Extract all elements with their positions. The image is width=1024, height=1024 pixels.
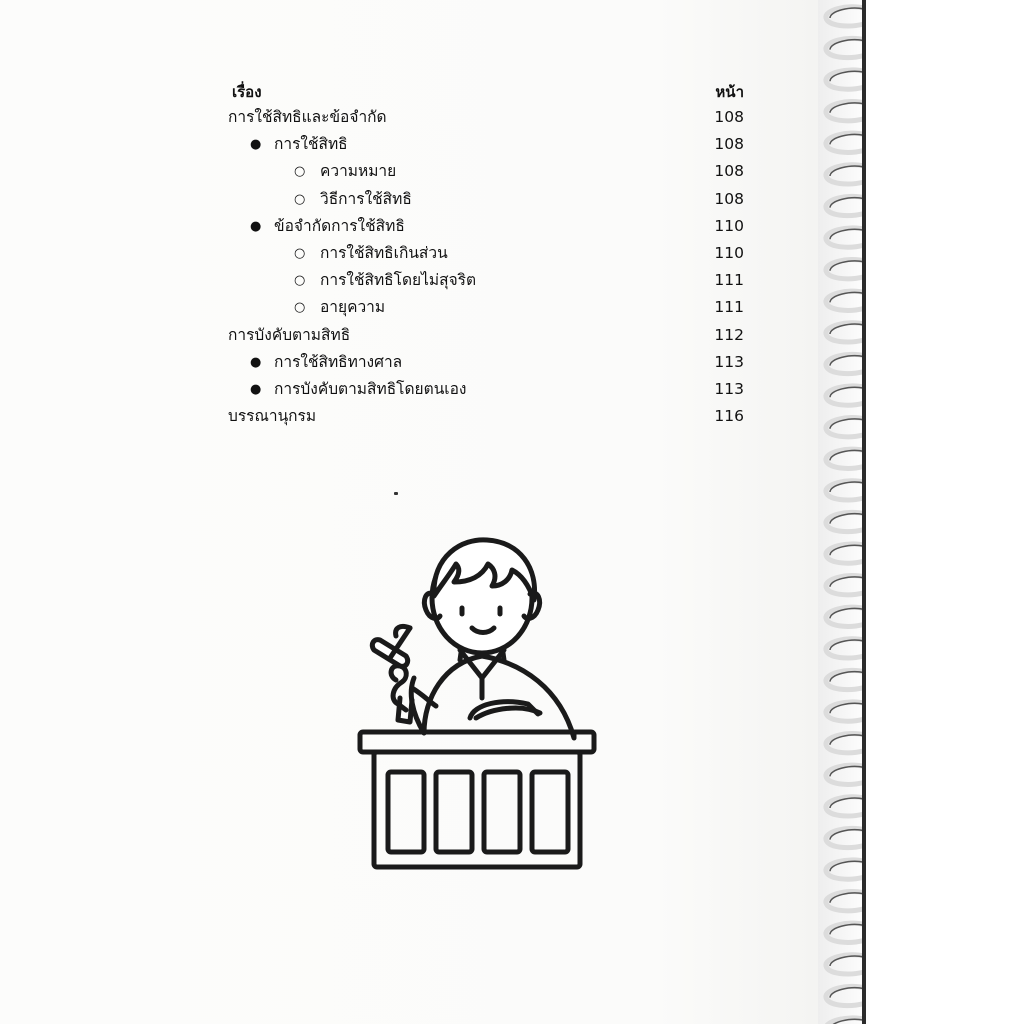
toc-entry — [228, 104, 748, 131]
toc-entry-title: การบังคับตามสิทธิโดยตนเอง — [274, 379, 467, 398]
toc-entry — [228, 213, 748, 240]
toc-entry-page: 116 — [714, 407, 744, 426]
hollow-bullet-icon: ○ — [294, 245, 306, 261]
hollow-bullet-icon: ○ — [294, 164, 306, 180]
spiral-binding-icon — [818, 0, 870, 1024]
toc-entry — [228, 403, 748, 430]
hollow-bullet-icon: ○ — [294, 300, 306, 316]
judge-with-gavel-icon — [352, 528, 602, 873]
toc-entry-page: 110 — [714, 216, 744, 235]
toc-entry-title: การใช้สิทธิ — [274, 135, 348, 154]
toc-entry-title: บรรณานุกรม — [228, 407, 317, 426]
binding-edge — [862, 0, 866, 1024]
toc-entry-page: 108 — [714, 189, 744, 208]
hollow-bullet-icon: ○ — [294, 273, 306, 289]
hollow-bullet-icon: ○ — [294, 191, 306, 207]
filled-bullet-icon: ● — [250, 218, 262, 234]
toc-entry-page: 108 — [714, 108, 744, 126]
toc-entry-title: ข้อจำกัดการใช้สิทธิ — [274, 216, 405, 235]
ink-dot — [394, 492, 398, 495]
toc-entries — [228, 104, 748, 430]
toc-entry-title: การใช้สิทธิทางศาล — [274, 352, 403, 371]
toc-entry — [228, 267, 748, 294]
toc-entry-title: วิธีการใช้สิทธิ — [320, 189, 412, 208]
toc-entry-page: 112 — [714, 325, 744, 344]
toc-entry-title: อายุความ — [320, 298, 386, 317]
toc-entry — [228, 322, 748, 349]
toc-page-heading: หน้า — [715, 83, 744, 101]
toc-entry-page: 111 — [714, 298, 744, 317]
toc-entry — [228, 376, 748, 403]
toc-entry — [228, 294, 748, 321]
filled-bullet-icon: ● — [250, 354, 262, 370]
toc-entry-title: การใช้สิทธิและข้อจำกัด — [228, 108, 387, 126]
toc-entry-page: 113 — [714, 352, 744, 371]
toc-entry — [228, 158, 748, 185]
toc-entry-page: 110 — [714, 243, 744, 262]
toc-entry-page: 113 — [714, 379, 744, 398]
toc-entry-title: การบังคับตามสิทธิ — [228, 325, 351, 344]
filled-bullet-icon: ● — [250, 381, 262, 397]
background-margin — [870, 0, 1024, 1024]
toc-entry-page: 111 — [714, 271, 744, 290]
toc-entry — [228, 349, 748, 376]
toc-topic-heading: เรื่อง — [232, 83, 262, 101]
toc-entry-page: 108 — [714, 135, 744, 154]
toc-entry-title: การใช้สิทธิเกินส่วน — [320, 243, 448, 262]
toc-header — [228, 78, 748, 104]
toc-entry — [228, 186, 748, 213]
toc-entry-title: ความหมาย — [320, 162, 397, 181]
toc-entry — [228, 240, 748, 267]
table-of-contents — [228, 78, 748, 430]
filled-bullet-icon: ● — [250, 137, 262, 153]
toc-entry-title: การใช้สิทธิโดยไม่สุจริต — [320, 271, 477, 290]
toc-entry — [228, 131, 748, 158]
toc-entry-page: 108 — [714, 162, 744, 181]
